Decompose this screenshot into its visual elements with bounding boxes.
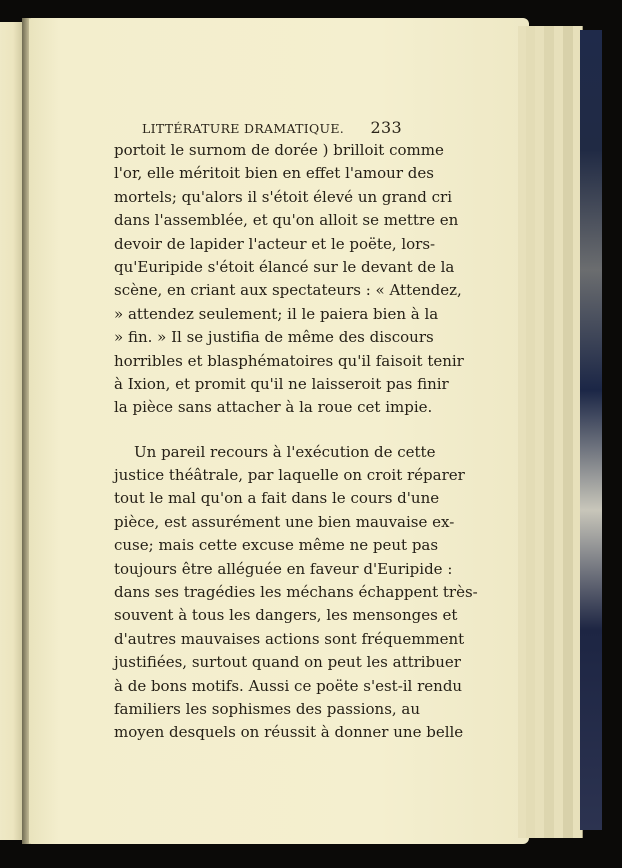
body-text <box>114 139 478 745</box>
text-line: d'autres mauvaises actions sont fréquemment <box>114 629 465 648</box>
text-line: scène, en criant aux spectateurs : « Attendez, <box>114 281 462 300</box>
text-line: moyen desquels on réussit à donner une belle <box>114 723 464 742</box>
text-line: dans ses tragédies les méchans échappent très- <box>114 583 478 602</box>
text-line: portoit le surnom de dorée ) brilloit comme <box>114 141 444 159</box>
text-line: Un pareil recours à l'exécution de cette <box>134 442 436 461</box>
text-line: mortels; qu'alors il s'étoit élevé un grand cri <box>114 187 453 206</box>
text-line: la pièce sans attacher à la roue cet impie. <box>114 398 433 417</box>
paragraph-2 <box>114 441 478 745</box>
text-line: l'or, elle méritoit bien en effet l'amour des <box>114 164 434 183</box>
page-edges <box>518 26 584 838</box>
text-line: horribles et blasphématoires qu'il faisoit tenir <box>114 351 464 370</box>
text-line: cuse; mais cette excuse même ne peut pas <box>114 536 439 555</box>
text-line: familiers les sophismes des passions, au <box>114 699 421 718</box>
text-line: justifiées, surtout quand on peut les attribuer <box>114 653 461 672</box>
text-line: » fin. » Il se justifia de même des discours <box>114 328 434 347</box>
text-line: devoir de lapider l'acteur et le poëte, lors- <box>114 234 436 253</box>
text-line: justice théâtrale, par laquelle on croit réparer <box>114 466 465 485</box>
text-line: à de bons motifs. Aussi ce poëte s'est-il rendu <box>114 676 463 695</box>
marbled-cover-edge <box>580 30 602 830</box>
running-title: LITTÉRATURE DRAMATIQUE. <box>142 121 345 136</box>
text-line: toujours être alléguée en faveur d'Euripide : <box>114 559 453 578</box>
text-line: pièce, est assurément une bien mauvaise ex- <box>114 512 455 531</box>
text-line: dans l'assemblée, et qu'on alloit se mettre en <box>114 211 459 230</box>
page-number: 233 <box>370 118 402 137</box>
text-line: qu'Euripide s'étoit élancé sur le devant de la <box>114 257 455 276</box>
paragraph-1 <box>114 139 464 420</box>
text-line: » attendez seulement; il le paiera bien à la <box>114 304 439 323</box>
text-line: tout le mal qu'on a fait dans le cours d'une <box>114 489 440 508</box>
text-line: à Ixion, et promit qu'il ne laisseroit pas finir <box>114 374 449 393</box>
running-head <box>142 118 402 138</box>
facing-page-edge <box>0 22 23 840</box>
text-line: souvent à tous les dangers, les mensonges et <box>114 606 458 625</box>
